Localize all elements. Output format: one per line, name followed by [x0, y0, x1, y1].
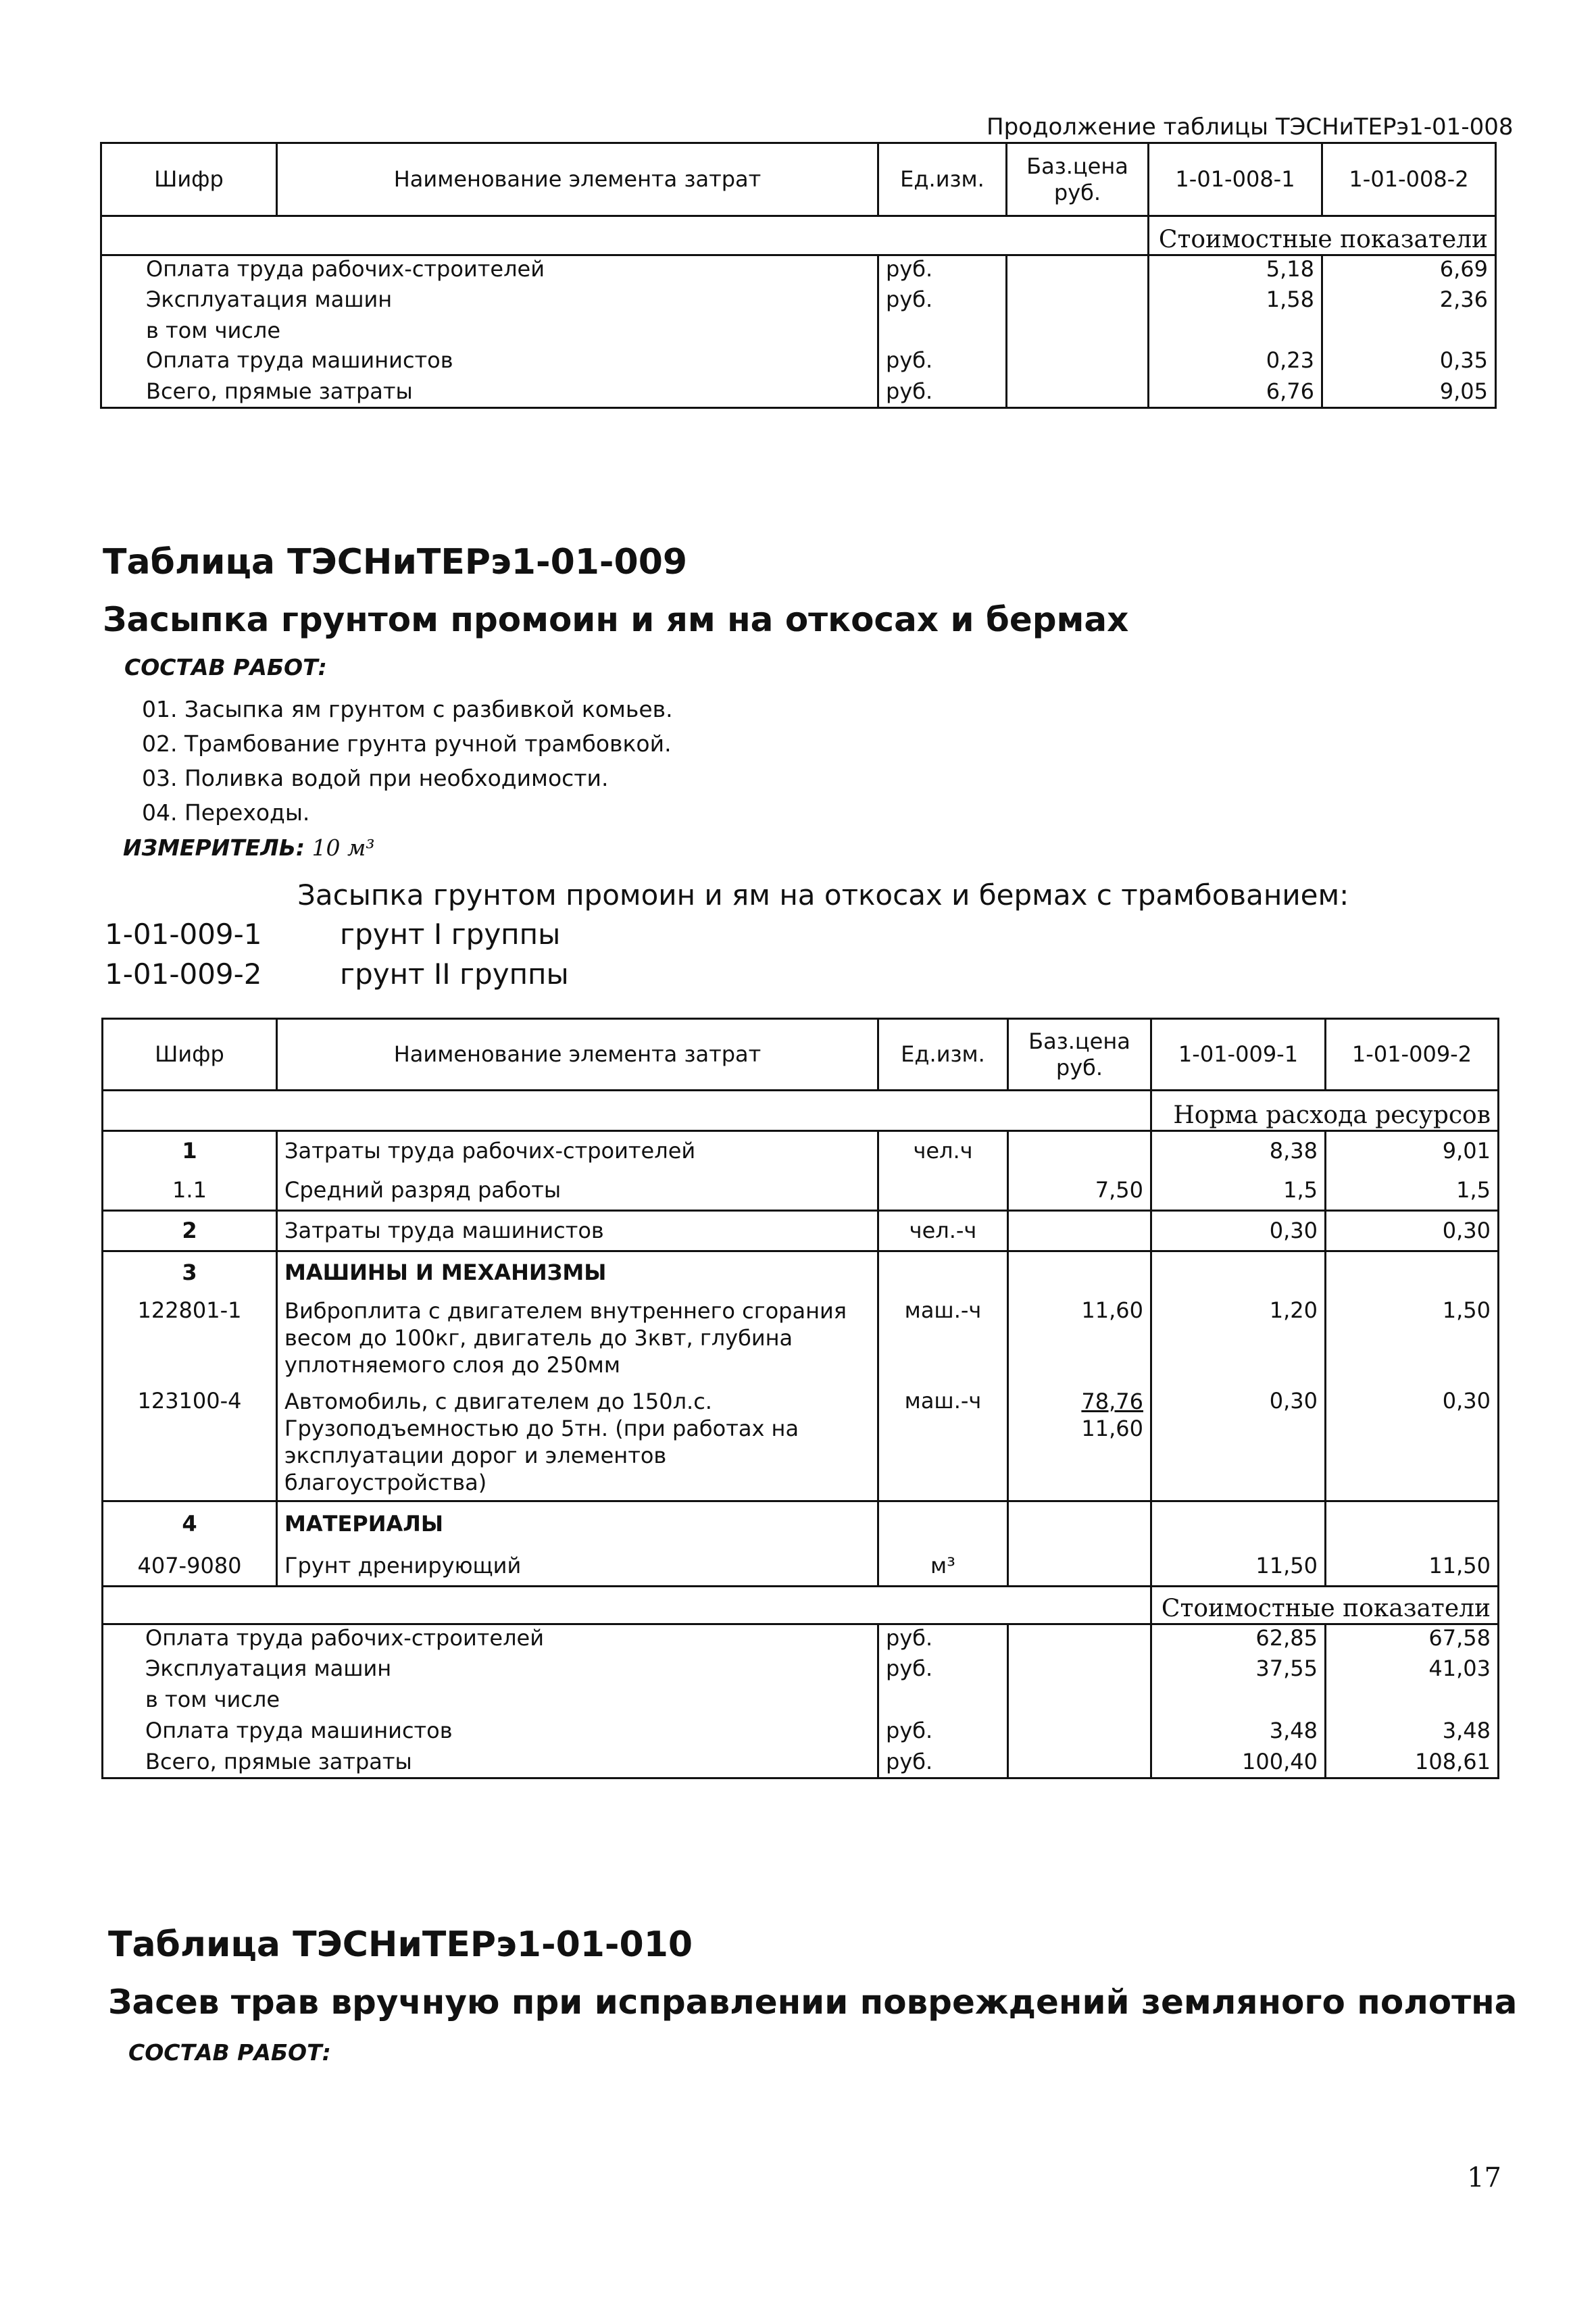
header-col1: 1-01-008-1: [1149, 143, 1322, 216]
table-row: Эксплуатация машин руб. 37,55 41,03: [103, 1656, 1499, 1687]
header-code: Шифр: [101, 143, 277, 216]
variant-code: 1-01-009-1: [105, 918, 262, 951]
list-item: 04. Переходы.: [142, 799, 310, 826]
table-010-subtitle: Засев трав вручную при исправлении повреждений земляного полотна: [108, 1983, 1518, 2022]
table-header: [101, 143, 1496, 216]
measure-value: 10 м³: [311, 835, 375, 861]
header-base-price: Баз.цена руб.: [1007, 143, 1149, 216]
works-label: СОСТАВ РАБОТ:: [128, 2039, 331, 2066]
table-row: 407-9080 Грунт дренирующий м³ 11,50 11,50: [103, 1546, 1499, 1587]
section-row: [103, 1091, 1499, 1131]
table-row: в том числе: [103, 1687, 1499, 1718]
header-unit: Ед.изм.: [878, 1019, 1008, 1091]
table-row: 4 МАТЕРИАЛЫ: [103, 1501, 1499, 1546]
header-name: Наименование элемента затрат: [277, 1019, 878, 1091]
header-base-price: Баз.цена руб.: [1008, 1019, 1151, 1091]
price-struck: 78,76: [1081, 1388, 1143, 1414]
list-item: 03. Поливка водой при необходимости.: [142, 765, 609, 791]
header-code: Шифр: [103, 1019, 277, 1091]
table-row: 1 Затраты труда рабочих-строителей чел.ч 8,38 9,01: [103, 1131, 1499, 1170]
table-row: 2 Затраты труда машинистов чел.-ч 0,30 0,30: [103, 1211, 1499, 1251]
table-row: в том числе: [101, 318, 1496, 347]
section-label: Норма расхода ресурсов: [1151, 1091, 1499, 1131]
header-col2: 1-01-008-2: [1322, 143, 1496, 216]
table-row: Оплата труда машинистов руб. 3,48 3,48: [103, 1718, 1499, 1749]
list-item: 01. Засыпка ям грунтом с разбивкой комьев.: [142, 696, 673, 722]
header-col2: 1-01-009-2: [1326, 1019, 1499, 1091]
measure: [123, 835, 375, 861]
table-009-description: Засыпка грунтом промоин и ям на откосах и бермах с трамбованием:: [297, 878, 1349, 912]
header-name: Наименование элемента затрат: [277, 143, 878, 216]
table-row: 123100-4 Автомобиль, с двигателем до 150л.с. Грузоподъемностью до 5тн. (при работах на эксплуатации дорог и элементов благоустройства) маш.-ч 78,76 11,60 0,30 0,30: [103, 1387, 1499, 1501]
continuation-caption: Продолжение таблицы ТЭСНиТЕРэ1-01-008: [987, 114, 1514, 141]
variant-label: грунт I группы: [340, 918, 561, 951]
table-row: 122801-1 Виброплита с двигателем внутреннего сгорания весом до 100кг, двигатель до 3квт, глубина уплотняемого слоя до 250мм маш.-ч 11,60 1,20 1,50: [103, 1293, 1499, 1387]
table-009-title: Таблица ТЭСНиТЕРэ1-01-009: [103, 542, 688, 582]
variant-label: грунт II группы: [340, 957, 569, 991]
works-list: [142, 692, 673, 830]
table-row: Всего, прямые затраты руб. 100,40 108,61: [103, 1749, 1499, 1778]
table-row: 3 МАШИНЫ И МЕХАНИЗМЫ: [103, 1251, 1499, 1293]
works-label: СОСТАВ РАБОТ:: [124, 654, 327, 680]
table-row: 1.1 Средний разряд работы 7,50 1,5 1,5: [103, 1170, 1499, 1211]
section-label: Стоимостные показатели: [1149, 216, 1496, 255]
table-009: [101, 1018, 1499, 1779]
measure-label: ИЗМЕРИТЕЛЬ:: [123, 835, 305, 861]
variant-code: 1-01-009-2: [105, 957, 262, 991]
section-row: [103, 1587, 1499, 1624]
table-row: Эксплуатация машин руб. 1,58 2,36: [101, 287, 1496, 318]
page-number: 17: [1467, 2162, 1501, 2193]
table-008: [100, 142, 1497, 409]
section-label: Стоимостные показатели: [1151, 1587, 1499, 1624]
section-row: [101, 216, 1496, 255]
table-row: Оплата труда рабочих-строителей руб. 5,18 6,69: [101, 255, 1496, 287]
table-row: Всего, прямые затраты руб. 6,76 9,05: [101, 378, 1496, 408]
list-item: 02. Трамбование грунта ручной трамбовкой.: [142, 730, 672, 757]
table-row: Оплата труда машинистов руб. 0,23 0,35: [101, 347, 1496, 378]
header-col1: 1-01-009-1: [1151, 1019, 1326, 1091]
table-row: Оплата труда рабочих-строителей руб. 62,85 67,58: [103, 1624, 1499, 1656]
table-010-title: Таблица ТЭСНиТЕРэ1-01-010: [108, 1924, 693, 1965]
table-header: [103, 1019, 1499, 1091]
header-unit: Ед.изм.: [878, 143, 1007, 216]
table-009-subtitle: Засыпка грунтом промоин и ям на откосах и бермах: [103, 600, 1129, 639]
